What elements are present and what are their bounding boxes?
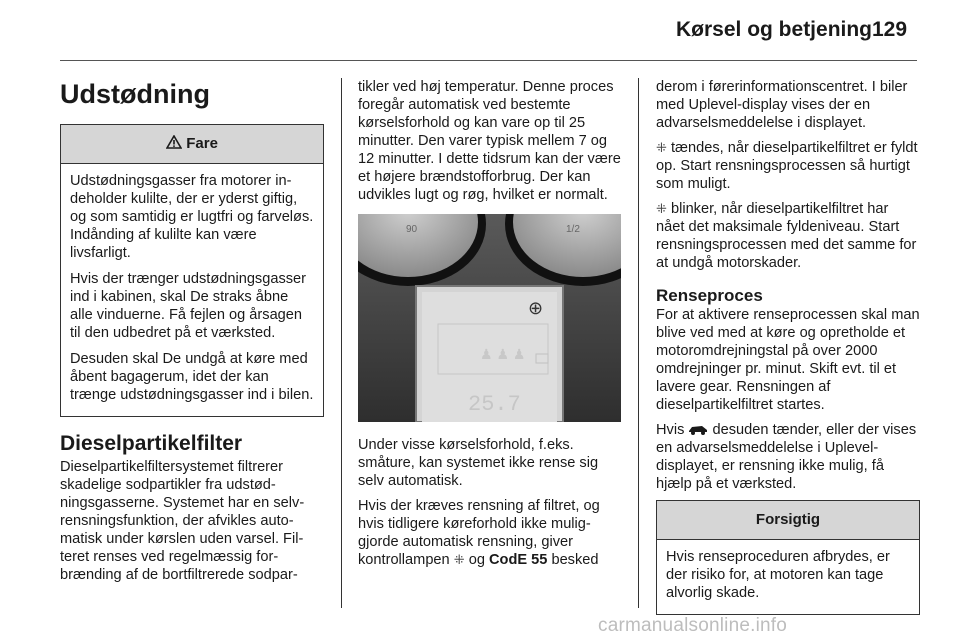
body-paragraph: derom i førerinformationscentret. I biler med Uplevel-display vises der en advarselsmeddelelse i displayet. xyxy=(656,79,908,131)
body-paragraph: Dieselpartikelfiltersystemet filtrerer skadelige sodpartikler fra udstødningsgasserne. Systemet har en selvrensningsfunktion, der afvikles automatisk under kørslen uden varsel. Filteret renses ved regelmæssig forbrænding af de bortfiltrerede sodpar- xyxy=(60,459,305,583)
dpf-warning-icon: ⁜ xyxy=(656,201,667,216)
column-divider xyxy=(341,78,342,608)
svg-text:♟ ♟ ♟: ♟ ♟ ♟ xyxy=(480,346,526,362)
body-paragraph: Hvis desuden tænder, eller der vises en advarselsmeddelelse i Uplevel-displayet, er rensning ikke mulig, få hjælp på et værksted. xyxy=(656,422,917,492)
danger-box xyxy=(60,124,324,417)
warning-triangle-icon xyxy=(166,135,186,152)
body-paragraph: Under visse kørselsforhold, f.eks. småture, kan systemet ikke rense sig selv automatisk. xyxy=(358,437,599,489)
column-divider xyxy=(638,78,639,608)
body-paragraph: tikler ved høj temperatur. Denne proces foregår automatisk ved bestemte kørselsforhold og kan vare op til 25 minutter. Den varer typisk mellem 7 og 12 minutter. I dette tidsrum kan der være et højere brændstofforbrug. Der kan udvikles lugt og røg, hvilket er normalt. xyxy=(358,79,621,203)
watermark: carmanualsonline.info xyxy=(598,615,788,636)
section-heading-dpf: Dieselpartikelfilter xyxy=(60,432,243,455)
gauge-label-right: 1/2 xyxy=(566,224,580,235)
instrument-cluster-photo xyxy=(358,214,621,422)
caution-paragraph: Hvis renseproceduren afbrydes, er der risiko for, at motoren kan tage alvorlig skade. xyxy=(666,549,890,601)
column-1 xyxy=(60,78,324,591)
section-heading-cleaning: Renseproces xyxy=(656,286,763,305)
danger-paragraph: Desuden skal De undgå at køre med åbent bagagerum, idet der kan trænge udstødningsgasser ind i bilen. xyxy=(70,351,314,403)
error-code: CodE 55 xyxy=(489,552,548,568)
danger-box-title: Fare xyxy=(186,135,218,152)
danger-box-header xyxy=(61,125,323,164)
dpf-warning-icon: ⁜ xyxy=(453,552,465,567)
svg-text:⊕: ⊕ xyxy=(528,298,544,318)
body-paragraph: ⁜ blinker, når dieselpartikelfiltret har nået det maksimale fyldeniveau. Start rensningsprocessen med det samme for at undgå motorskader. xyxy=(656,201,917,271)
caution-box-header: Forsigtig xyxy=(657,501,919,540)
section-heading-exhaust: Udstødning xyxy=(60,79,210,109)
danger-paragraph: Hvis der trænger udstødningsgasser ind i kabinen, skal De straks åbne alle vinduerne. Få fejlen og årsagen til den udbedret på et værksted. xyxy=(70,271,307,341)
display-temp: 25.7 xyxy=(468,392,521,417)
body-paragraph: For at aktivere renseprocessen skal man blive ved med at køre og opretholde et motoromdrejningstal på over 2000 omdrejninger pr. minut. Skift evt. til et lavere gear. Rensningen af dieselpartikelfiltret startes. xyxy=(656,307,920,413)
column-2 xyxy=(358,78,621,576)
dpf-warning-icon: ⁜ xyxy=(656,140,667,155)
danger-box-body xyxy=(61,164,323,416)
column-3 xyxy=(656,78,920,623)
danger-paragraph: Udstødningsgasser fra motorer indeholder kulilte, der er yderst giftig, og som samtidig er lugtfri og farveløs. Indånding af kulilte kan være livsfarligt. xyxy=(70,173,314,261)
body-paragraph: ⁜ tændes, når dieselpartikelfiltret er fyldt op. Start rensningsprocessen så hurtigt som muligt. xyxy=(656,140,918,192)
chapter-title: Kørsel og betjening xyxy=(676,18,873,41)
header-divider xyxy=(60,60,917,61)
caution-box xyxy=(656,500,920,615)
caution-box-body xyxy=(657,540,919,614)
page-number: 129 xyxy=(872,18,908,41)
gauge-label-left: 90 xyxy=(406,224,418,235)
body-paragraph: Hvis der kræves rensning af filtret, og hvis tidligere køreforhold ikke muliggjorde automatisk rensning, giver kontrollampen ⁜ og CodE 55 besked xyxy=(358,498,600,568)
car-service-icon xyxy=(688,422,712,438)
